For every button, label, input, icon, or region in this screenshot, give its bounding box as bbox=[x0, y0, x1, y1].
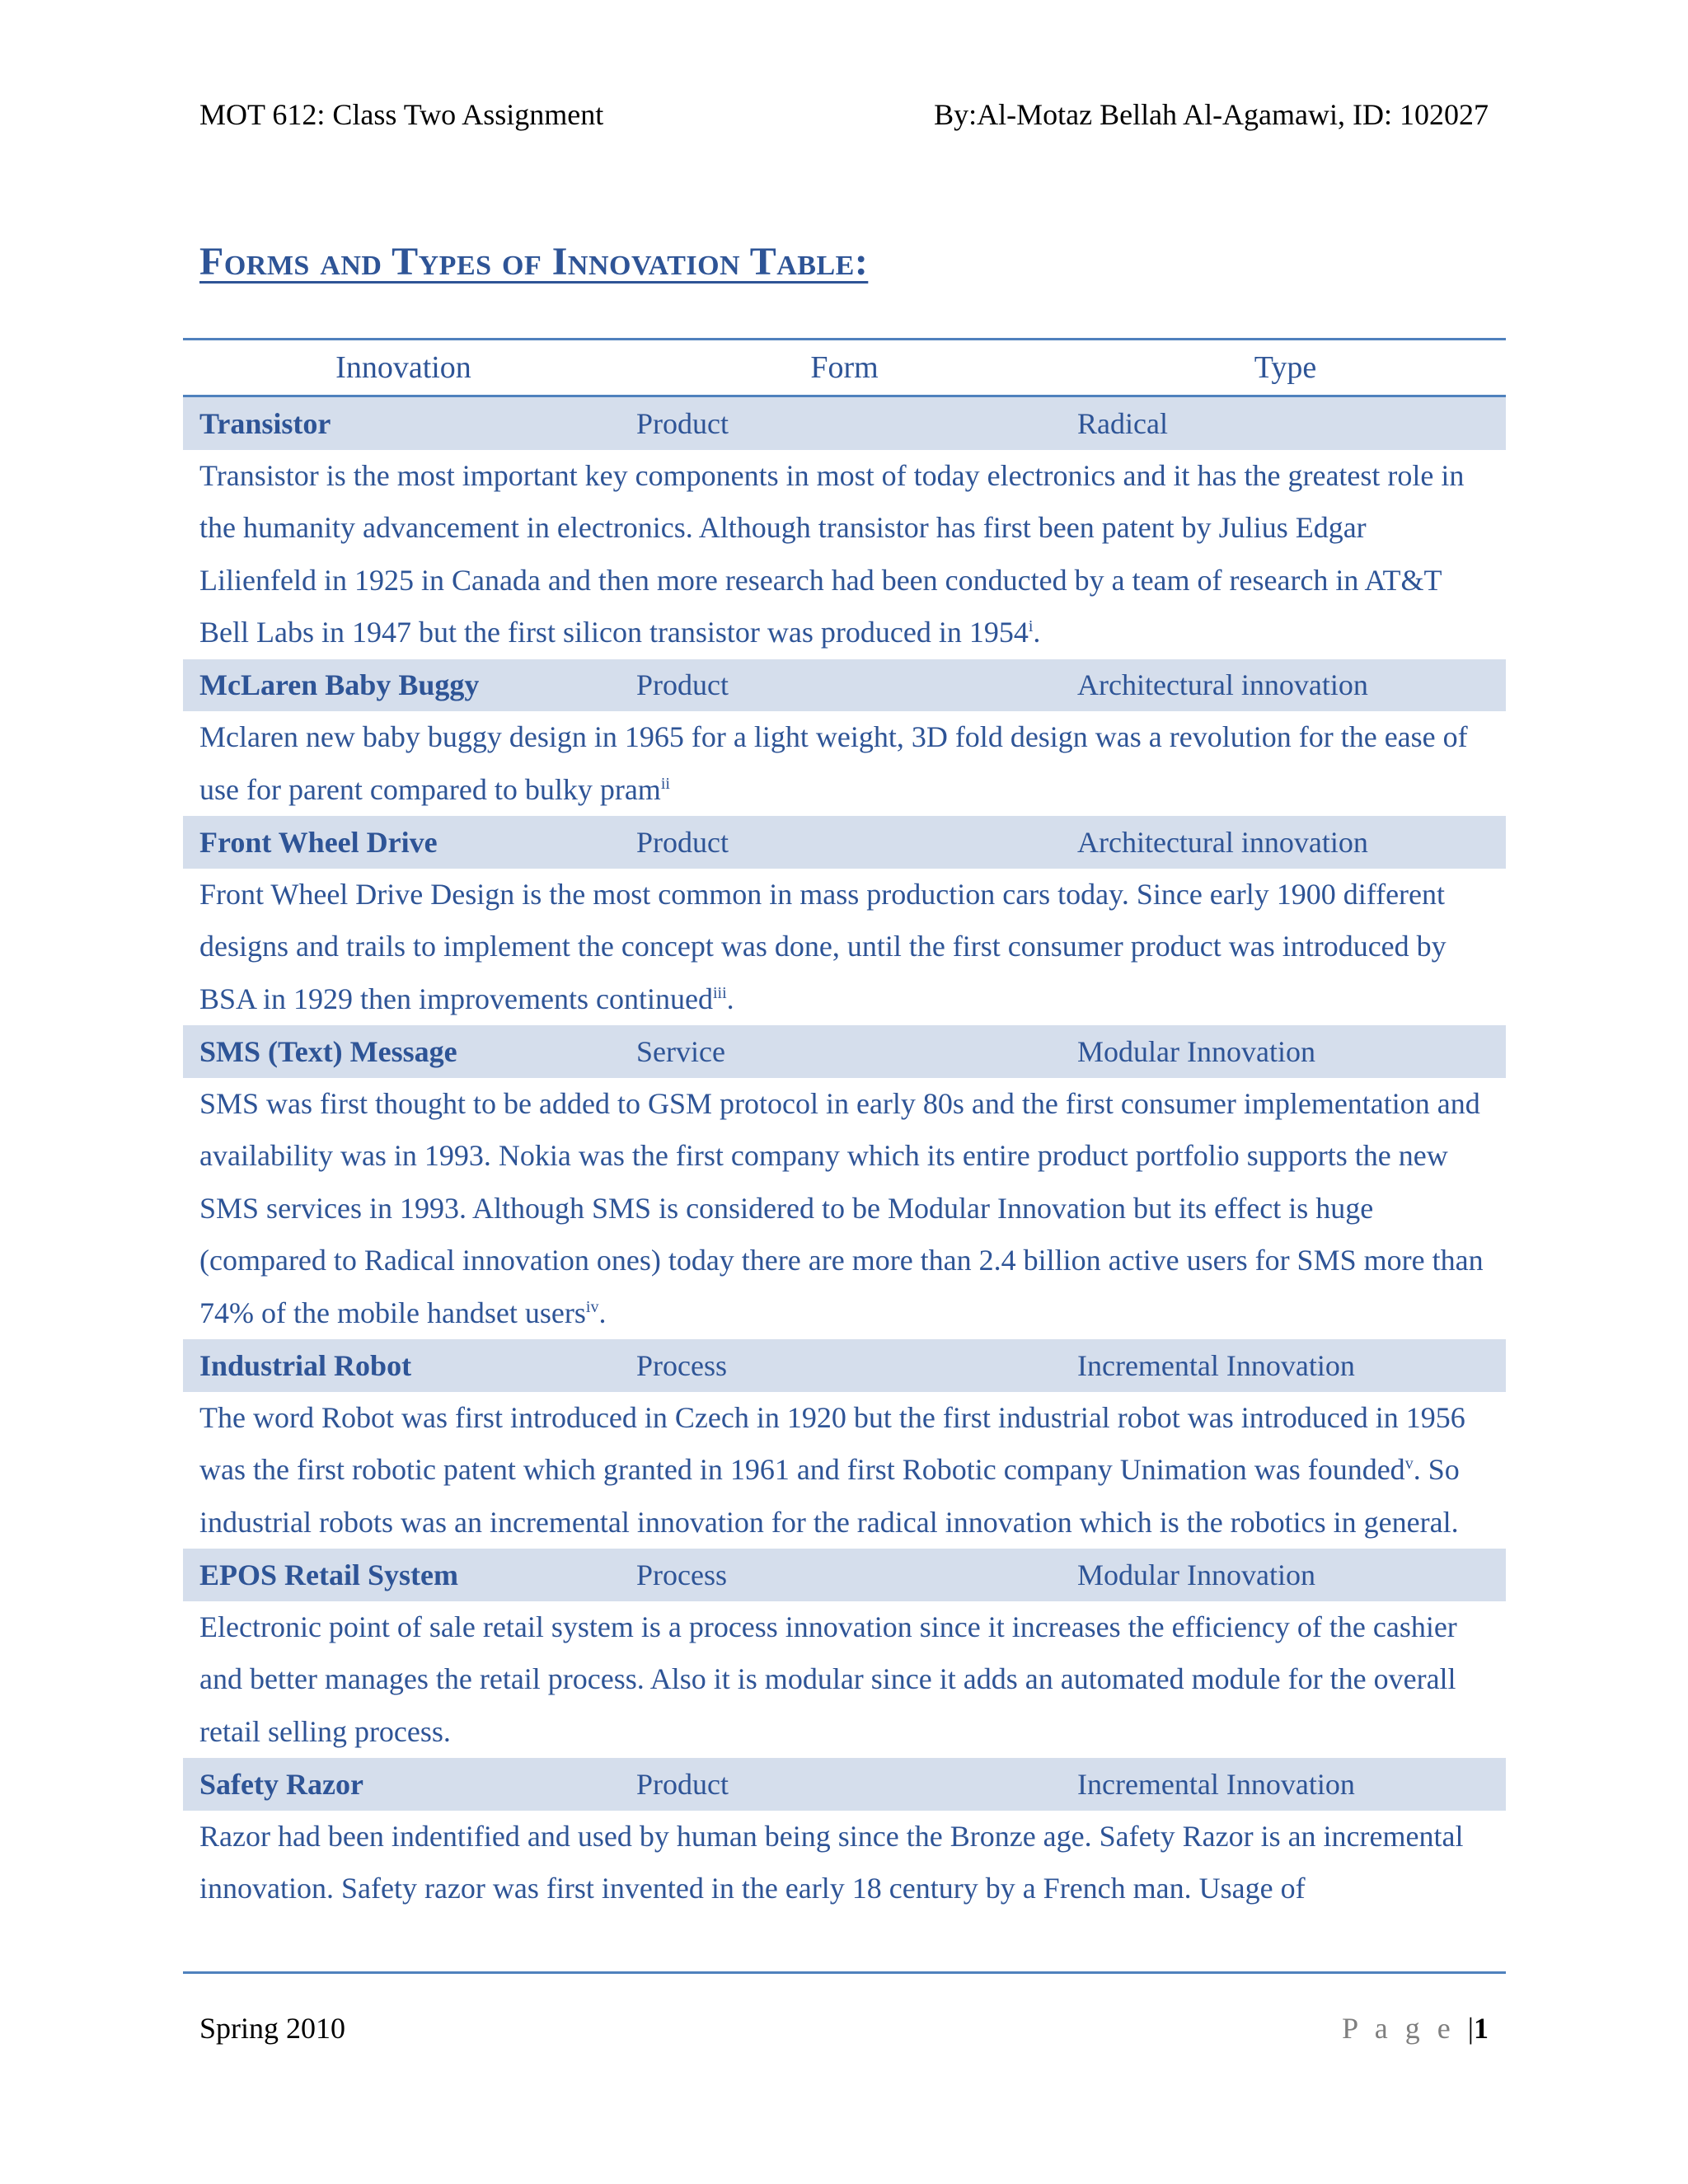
innovation-form: Process bbox=[636, 1558, 727, 1591]
column-header-form: Form bbox=[810, 350, 879, 385]
innovation-table-body bbox=[183, 397, 1506, 1971]
page-footer bbox=[199, 2011, 1489, 2046]
innovation-description: Razor had been indentified and used by human being since the Bronze age. Safety Razor is an incremental innovation. Safety razor was first invented in the early 18 century by a French man. Usage of bbox=[199, 1819, 1464, 1905]
endnote-marker: iii bbox=[712, 983, 727, 1002]
innovation-type: Modular Innovation bbox=[1077, 1558, 1315, 1591]
table-row bbox=[183, 1025, 1506, 1078]
innovation-form: Service bbox=[636, 1034, 725, 1068]
table-row bbox=[183, 1339, 1506, 1392]
innovation-form: Product bbox=[636, 825, 729, 859]
innovation-type: Incremental Innovation bbox=[1077, 1348, 1355, 1382]
innovation-type: Modular Innovation bbox=[1077, 1034, 1315, 1068]
innovation-name: Safety Razor bbox=[199, 1767, 363, 1801]
page-number-label: P a g e |1 bbox=[1342, 2012, 1489, 2045]
innovation-description: Front Wheel Drive Design is the most common in mass production cars today. Since early 1900 different designs and trails to implement the concept was done, until the first consumer product was introduced by BSA in 1929 then improvements continued$^{iii}$. bbox=[199, 877, 1447, 1015]
innovation-name: EPOS Retail System bbox=[199, 1558, 458, 1591]
header-course-title: MOT 612: Class Two Assignment bbox=[199, 98, 604, 131]
innovation-name: Transistor bbox=[199, 406, 331, 440]
innovation-type: Architectural innovation bbox=[1077, 668, 1368, 702]
table-row bbox=[183, 816, 1506, 869]
table-bottom-rule bbox=[183, 1971, 1506, 1974]
innovation-type: Architectural innovation bbox=[1077, 825, 1368, 859]
innovation-description: Electronic point of sale retail system is a process innovation since it increases the efficiency of the cashier and better manages the retail process. Also it is modular since it adds an automated module for the overall retail selling process. bbox=[199, 1610, 1457, 1748]
table-row bbox=[183, 1758, 1506, 1811]
innovation-type: Radical bbox=[1077, 406, 1168, 440]
endnote-marker: iv bbox=[585, 1297, 599, 1316]
innovation-name: SMS (Text) Message bbox=[199, 1034, 457, 1068]
innovation-description: The word Robot was first introduced in Czech in 1920 but the first industrial robot was introduced in 1956 was the first robotic patent which granted in 1961 and first Robotic company Unimation was founded$^v$. So industrial robots was an incremental innovation for the radical innovation which is the robotics in general. bbox=[199, 1400, 1465, 1539]
header-author: By:Al-Motaz Bellah Al-Agamawi, ID: 102027 bbox=[934, 98, 1489, 131]
page-header bbox=[199, 97, 1489, 132]
column-header-innovation: Innovation bbox=[335, 350, 471, 385]
innovation-form: Process bbox=[636, 1348, 727, 1382]
page-number: 1 bbox=[1474, 2012, 1489, 2045]
innovation-type: Incremental Innovation bbox=[1077, 1767, 1355, 1801]
table-header bbox=[183, 340, 1506, 397]
innovation-description: Mclaren new baby buggy design in 1965 for a light weight, 3D fold design was a revolution for the ease of use for parent compared to bulky pram$^{ii}$ bbox=[199, 720, 1468, 806]
table-row bbox=[183, 1549, 1506, 1601]
table-row bbox=[183, 397, 1506, 450]
innovation-name: McLaren Baby Buggy bbox=[199, 668, 480, 702]
innovation-name: Front Wheel Drive bbox=[199, 825, 438, 859]
innovation-form: Product bbox=[636, 1767, 729, 1801]
innovation-description: SMS was first thought to be added to GSM protocol in early 80s and the first consumer implementation and availability was in 1993. Nokia was the first company which its entire product portfolio supports the new SMS services in 1993. Although SMS is considered to be Modular Innovation but its effect is huge (compared to Radical innovation ones) today there are more than 2.4 billion active users for SMS more than 74% of the mobile handset users$^{iv}$. bbox=[199, 1086, 1484, 1329]
innovation-name: Industrial Robot bbox=[199, 1348, 412, 1382]
document-title: Forms and Types of Innovation Table: bbox=[199, 240, 869, 284]
endnote-marker: i bbox=[1028, 617, 1034, 635]
endnote-marker: ii bbox=[660, 774, 670, 793]
footer-term: Spring 2010 bbox=[199, 2012, 346, 2045]
column-header-type: Type bbox=[1254, 350, 1317, 385]
table-row bbox=[183, 659, 1506, 712]
innovation-description: Transistor is the most important key components in most of today electronics and it has the greatest role in the humanity advancement in electronics. Although transistor has first been patent by Julius Edgar Lilienfeld in 1925 in Canada and then more research had been conducted by a team of research in AT&T Bell Labs in 1947 but the first silicon transistor was produced in 1954$^i$. bbox=[199, 458, 1465, 649]
endnote-marker: v bbox=[1404, 1455, 1414, 1473]
innovation-form: Product bbox=[636, 668, 729, 702]
innovation-form: Product bbox=[636, 406, 729, 440]
